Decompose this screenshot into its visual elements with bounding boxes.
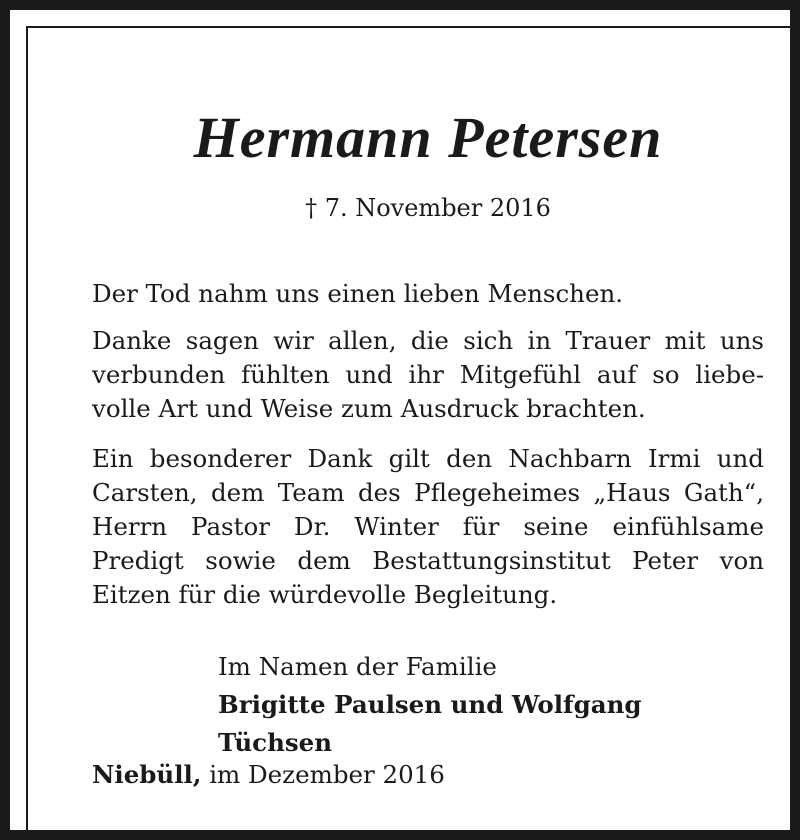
signatory-names: Brigitte Paulsen und Wolfgang Tüchsen (218, 690, 642, 757)
paragraph-thanks (92, 324, 764, 426)
place-name: Niebüll, (92, 760, 202, 789)
paragraph-special-thanks-line: Herrn Pastor Dr. Winter für seine einfühlsame (92, 512, 764, 541)
paragraph-thanks-line: verbunden fühlten und ihr Mitgefühl auf so liebe- (92, 360, 764, 389)
on-behalf-label: Im Namen der Familie (218, 652, 497, 681)
paragraph-special-thanks-line: Predigt sowie dem Bestattungsinstitut Peter von (92, 546, 764, 575)
signature-block (218, 648, 764, 762)
paragraph-special-thanks-line: Ein besonderer Dank gilt den Nachbarn Irmi und (92, 444, 764, 473)
place-date-line (92, 758, 764, 792)
paragraph-special-thanks (92, 442, 764, 612)
paragraph-special-thanks-line: Eitzen für die würdevolle Begleitung. (92, 580, 558, 609)
paragraph-thanks-line: Danke sagen wir allen, die sich in Trauer mit uns (92, 326, 764, 355)
paragraph-intro: Der Tod nahm uns einen lieben Menschen. (92, 279, 624, 308)
paragraph-special-thanks-line: Carsten, dem Team des Pflegeheimes „Haus Gath“, (92, 478, 764, 507)
deceased-name: Hermann Petersen (193, 105, 663, 170)
date-text: im Dezember 2016 (209, 760, 445, 789)
notice-inner-frame (26, 26, 794, 834)
paragraph-thanks-line: volle Art und Weise zum Ausdruck brachten. (92, 394, 646, 423)
death-date: † 7. November 2016 (305, 194, 551, 222)
